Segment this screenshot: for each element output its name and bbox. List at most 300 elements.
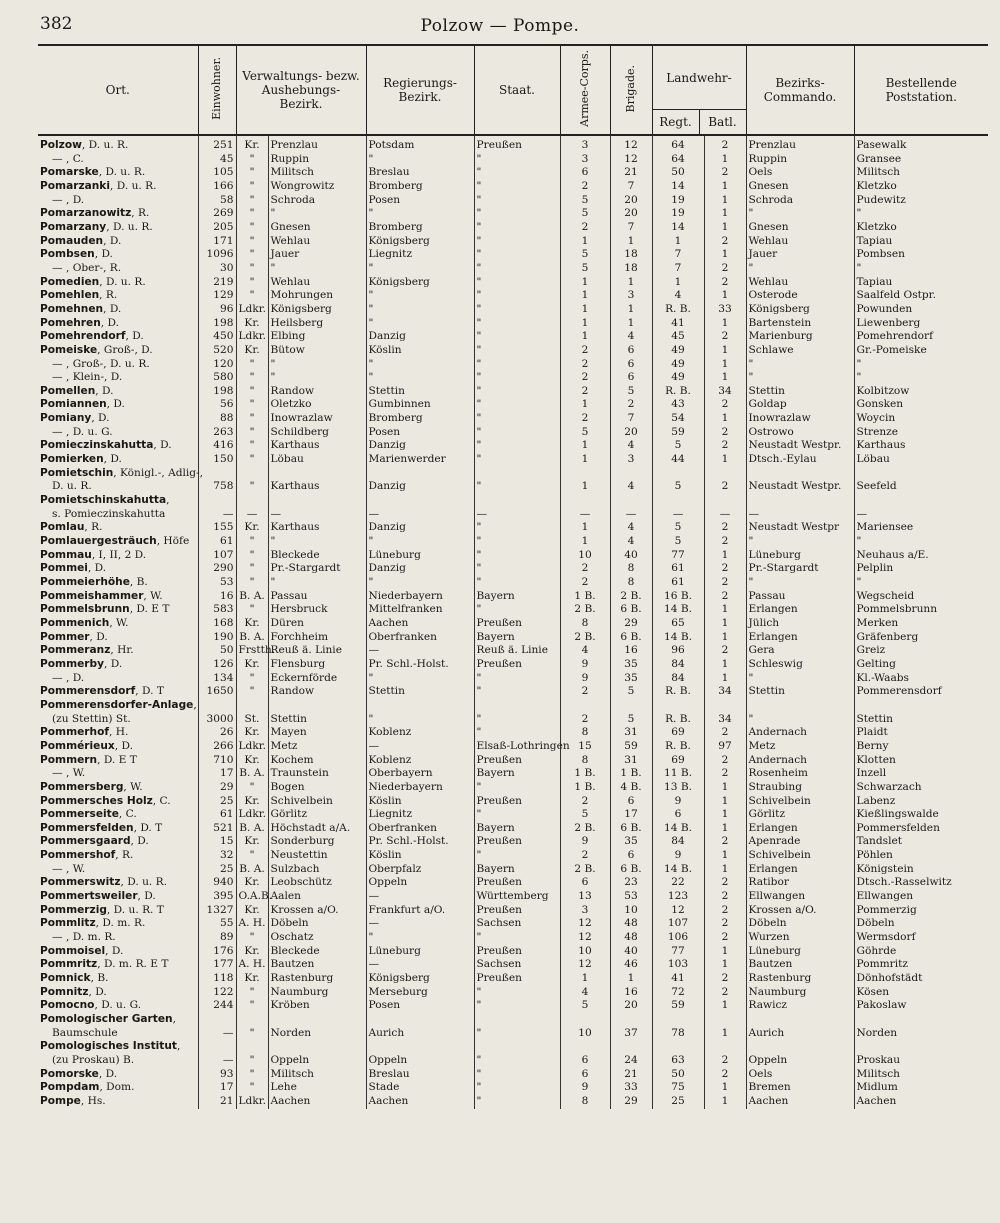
table-row — [38, 317, 988, 331]
bataillon-cell: 2 — [704, 235, 746, 249]
bezirk-type-cell: " — [236, 685, 268, 699]
bezirk-type-cell: St. — [236, 713, 268, 727]
einwohner-cell: 25 — [198, 795, 236, 809]
poststation-cell: Gonsken — [854, 398, 988, 412]
brigade-cell: 7 — [610, 221, 652, 235]
poststation-cell — [854, 1013, 988, 1027]
place-name: Pomietschin — [40, 466, 114, 479]
regierungsbezirk-cell: Königsberg — [366, 235, 474, 249]
place-name: Pomauden — [40, 234, 104, 247]
regiment-cell: 50 — [652, 166, 704, 180]
bataillon-cell: 2 — [704, 576, 746, 590]
verwaltungsbezirk-cell: Gnesen — [268, 221, 366, 235]
verwaltungsbezirk-cell — [268, 1040, 366, 1054]
brigade-cell: 5 — [610, 713, 652, 727]
table-row — [38, 672, 988, 686]
armeecorps-cell: 6 — [560, 1054, 610, 1068]
bezirkscommando-cell: Metz — [746, 740, 854, 754]
brigade-cell: 16 — [610, 986, 652, 1000]
staat-cell: Preußen — [474, 835, 560, 849]
place-detail: , Königl.-, Adlig-, — [113, 466, 204, 479]
armeecorps-cell: 3 — [560, 153, 610, 167]
place-name: Pommeishammer — [40, 589, 144, 602]
header-landwehr — [652, 45, 746, 135]
place-name-cell — [38, 767, 198, 781]
poststation-cell: Saalfeld Ostpr. — [854, 289, 988, 303]
staat-cell — [474, 1013, 560, 1027]
poststation-cell: Kolbitzow — [854, 385, 988, 399]
regiment-cell: 14 B. — [652, 863, 704, 877]
armeecorps-cell: 2 — [560, 795, 610, 809]
armeecorps-cell — [560, 1040, 610, 1054]
place-name-cell — [38, 644, 198, 658]
bataillon-cell: 2 — [704, 726, 746, 740]
bezirkscommando-cell: Andernach — [746, 726, 854, 740]
regierungsbezirk-cell: " — [366, 303, 474, 317]
table-row — [38, 658, 988, 672]
place-detail: , D. — [87, 562, 107, 575]
bataillon-cell: 1 — [704, 248, 746, 262]
staat-cell: Reuß ä. Linie — [474, 644, 560, 658]
regiment-cell: 63 — [652, 1054, 704, 1068]
bezirkscommando-cell: Schivelbein — [746, 795, 854, 809]
place-name-cell — [38, 713, 198, 727]
bezirk-type-cell: Frstth. — [236, 644, 268, 658]
staat-cell — [474, 699, 560, 713]
table-row — [38, 371, 988, 385]
place-detail: , — [176, 1040, 181, 1053]
table-row — [38, 153, 988, 167]
bezirk-type-cell: Kr. — [236, 617, 268, 631]
regiment-cell: 5 — [652, 535, 704, 549]
regierungsbezirk-cell: Danzig — [366, 480, 474, 494]
bataillon-cell: 2 — [704, 562, 746, 576]
brigade-cell: 53 — [610, 890, 652, 904]
place-name: Pommertsweiler — [40, 890, 138, 903]
table-row — [38, 385, 988, 399]
place-name-cell — [38, 958, 198, 972]
place-detail: , D. u. R. T — [106, 903, 164, 916]
staat-cell: " — [474, 180, 560, 194]
armeecorps-cell: 6 — [560, 1068, 610, 1082]
bezirk-type-cell: " — [236, 166, 268, 180]
regiment-cell: 13 B. — [652, 781, 704, 795]
table-row — [38, 221, 988, 235]
regierungsbezirk-cell: Posen — [366, 999, 474, 1013]
place-name: Pomarzanowitz — [40, 207, 132, 220]
bezirkscommando-cell: Jauer — [746, 248, 854, 262]
einwohner-cell: 580 — [198, 371, 236, 385]
place-detail: , D. — [94, 248, 113, 261]
header-brigade: Brigade. — [610, 45, 652, 135]
regiment-cell: 43 — [652, 398, 704, 412]
staat-cell: " — [474, 1054, 560, 1068]
staat-cell: " — [474, 986, 560, 1000]
einwohner-cell: 134 — [198, 672, 236, 686]
bezirk-type-cell: " — [236, 849, 268, 863]
bezirkscommando-cell — [746, 699, 854, 713]
verwaltungsbezirk-cell: Militsch — [268, 1068, 366, 1082]
brigade-cell: 1 — [610, 972, 652, 986]
table-row — [38, 521, 988, 535]
place-name: Pommerseite — [40, 808, 119, 821]
bezirk-type-cell: A. H. — [236, 917, 268, 931]
brigade-cell — [610, 1040, 652, 1054]
bataillon-cell — [704, 494, 746, 508]
place-detail: , R. — [84, 521, 103, 534]
poststation-cell: Berny — [854, 740, 988, 754]
bezirk-type-cell: " — [236, 385, 268, 399]
brigade-cell: 35 — [610, 672, 652, 686]
bezirkscommando-cell: Rawicz — [746, 999, 854, 1013]
bezirkscommando-cell: Passau — [746, 590, 854, 604]
bezirk-type-cell: Ldkr. — [236, 1095, 268, 1109]
verwaltungsbezirk-cell: Heilsberg — [268, 317, 366, 331]
einwohner-cell: 15 — [198, 835, 236, 849]
einwohner-cell: 89 — [198, 931, 236, 945]
einwohner-cell: 61 — [198, 535, 236, 549]
table-row — [38, 822, 988, 836]
bezirk-type-cell: " — [236, 153, 268, 167]
bezirkscommando-cell: Rosenheim — [746, 767, 854, 781]
table-row — [38, 644, 988, 658]
regiment-cell: 5 — [652, 480, 704, 494]
regierungsbezirk-cell: " — [366, 931, 474, 945]
staat-cell: " — [474, 999, 560, 1013]
place-name-cell — [38, 781, 198, 795]
brigade-cell: 4 — [610, 439, 652, 453]
regierungsbezirk-cell: " — [366, 207, 474, 221]
einwohner-cell: 1650 — [198, 685, 236, 699]
place-detail: , B. — [129, 576, 148, 588]
bezirk-type-cell: Kr. — [236, 317, 268, 331]
place-name-cell — [38, 180, 198, 194]
gazetteer-table — [38, 44, 988, 1109]
regiment-cell: 123 — [652, 890, 704, 904]
verwaltungsbezirk-cell: " — [268, 576, 366, 590]
brigade-cell: 48 — [610, 931, 652, 945]
armeecorps-cell: 9 — [560, 1081, 610, 1095]
brigade-cell: 21 — [610, 1068, 652, 1082]
bezirkscommando-cell: Erlangen — [746, 631, 854, 645]
einwohner-cell: — — [198, 508, 236, 522]
bezirkscommando-cell: Oels — [746, 1068, 854, 1082]
place-name: Pomierken — [40, 453, 104, 466]
place-name-cell — [38, 658, 198, 672]
table-row — [38, 1040, 988, 1054]
poststation-cell: Pöhlen — [854, 849, 988, 863]
einwohner-cell: 1096 — [198, 248, 236, 262]
bataillon-cell: 2 — [704, 1054, 746, 1068]
bataillon-cell: 2 — [704, 986, 746, 1000]
poststation-cell: Woycin — [854, 412, 988, 426]
regierungsbezirk-cell: Niederbayern — [366, 590, 474, 604]
bezirkscommando-cell: Bartenstein — [746, 317, 854, 331]
regiment-cell — [652, 467, 704, 481]
place-detail: , D. E T — [97, 753, 137, 766]
table-row — [38, 166, 988, 180]
verwaltungsbezirk-cell: Oletzko — [268, 398, 366, 412]
armeecorps-cell: 3 — [560, 135, 610, 153]
place-name-cell — [38, 248, 198, 262]
place-name-cell — [38, 1054, 198, 1068]
armeecorps-cell: 1 — [560, 453, 610, 467]
regiment-cell: 41 — [652, 317, 704, 331]
armeecorps-cell: 5 — [560, 808, 610, 822]
bataillon-cell: 2 — [704, 439, 746, 453]
einwohner-cell: 395 — [198, 890, 236, 904]
bezirk-type-cell: " — [236, 999, 268, 1013]
brigade-cell: 46 — [610, 958, 652, 972]
regierungsbezirk-cell: — — [366, 644, 474, 658]
staat-cell: " — [474, 576, 560, 590]
staat-cell: Preußen — [474, 972, 560, 986]
table-row — [38, 713, 988, 727]
bezirkscommando-cell: " — [746, 262, 854, 276]
bataillon-cell: 33 — [704, 303, 746, 317]
bezirk-type-cell: " — [236, 412, 268, 426]
bezirkscommando-cell: Lüneburg — [746, 945, 854, 959]
verwaltungsbezirk-cell: Königsberg — [268, 303, 366, 317]
place-detail: , D. — [153, 439, 172, 452]
regierungsbezirk-cell: Stettin — [366, 685, 474, 699]
place-name-cell — [38, 876, 198, 890]
armeecorps-cell — [560, 494, 610, 508]
table-row — [38, 986, 988, 1000]
place-name-cell — [38, 535, 198, 549]
brigade-cell — [610, 699, 652, 713]
place-name-cell — [38, 754, 198, 768]
bataillon-cell — [704, 467, 746, 481]
bataillon-cell: 1 — [704, 672, 746, 686]
regierungsbezirk-cell: Merseburg — [366, 986, 474, 1000]
verwaltungsbezirk-cell: Bautzen — [268, 958, 366, 972]
bezirk-type-cell: Kr. — [236, 945, 268, 959]
einwohner-cell: 126 — [198, 658, 236, 672]
regierungsbezirk-cell: — — [366, 740, 474, 754]
einwohner-cell: 118 — [198, 972, 236, 986]
brigade-cell: 18 — [610, 248, 652, 262]
brigade-cell: 24 — [610, 1054, 652, 1068]
brigade-cell: 18 — [610, 262, 652, 276]
table-row — [38, 180, 988, 194]
place-detail: , D. — [103, 453, 122, 466]
table-row — [38, 917, 988, 931]
verwaltungsbezirk-cell: Neustettin — [268, 849, 366, 863]
regierungsbezirk-cell: Königsberg — [366, 972, 474, 986]
verwaltungsbezirk-cell: " — [268, 207, 366, 221]
bataillon-cell: 1 — [704, 658, 746, 672]
einwohner-cell: 520 — [198, 344, 236, 358]
regiment-cell: 5 — [652, 439, 704, 453]
verwaltungsbezirk-cell: Stettin — [268, 713, 366, 727]
regiment-cell: 65 — [652, 617, 704, 631]
staat-cell: " — [474, 1081, 560, 1095]
armeecorps-cell: 1 B. — [560, 767, 610, 781]
armeecorps-cell: 9 — [560, 835, 610, 849]
place-name: Pommersfelden — [40, 821, 134, 834]
regiment-cell: 107 — [652, 917, 704, 931]
place-name-cell — [38, 289, 198, 303]
verwaltungsbezirk-cell: Passau — [268, 590, 366, 604]
regiment-cell — [652, 1040, 704, 1054]
place-detail: , D. — [100, 316, 119, 329]
armeecorps-cell: — — [560, 508, 610, 522]
place-name-cell — [38, 426, 198, 440]
bataillon-cell: 2 — [704, 276, 746, 290]
einwohner-cell: 177 — [198, 958, 236, 972]
regierungsbezirk-cell: Posen — [366, 426, 474, 440]
bezirk-type-cell: Kr. — [236, 754, 268, 768]
staat-cell: " — [474, 235, 560, 249]
place-name: Pommerensdorf — [40, 685, 136, 698]
poststation-cell: Gelting — [854, 658, 988, 672]
place-detail: , D. — [91, 412, 110, 425]
place-name-cell — [38, 1013, 198, 1027]
bataillon-cell: 1 — [704, 412, 746, 426]
armeecorps-cell: 1 — [560, 235, 610, 249]
bezirkscommando-cell: Osterode — [746, 289, 854, 303]
place-detail: — , D. — [52, 671, 85, 684]
verwaltungsbezirk-cell: Aalen — [268, 890, 366, 904]
regierungsbezirk-cell: Marienwerder — [366, 453, 474, 467]
poststation-cell: Wegscheid — [854, 590, 988, 604]
place-name-cell — [38, 439, 198, 453]
regiment-cell: 69 — [652, 754, 704, 768]
bezirkscommando-cell: Ratibor — [746, 876, 854, 890]
bezirk-type-cell: B. A. — [236, 863, 268, 877]
place-name-cell — [38, 603, 198, 617]
place-detail: , D. u. R. — [81, 139, 129, 151]
armeecorps-cell: 4 — [560, 644, 610, 658]
table-row — [38, 904, 988, 918]
place-name: Pomiannen — [40, 398, 107, 411]
armeecorps-cell: 1 — [560, 289, 610, 303]
armeecorps-cell — [560, 699, 610, 713]
place-detail: , D. u. R. — [106, 220, 153, 233]
bezirkscommando-cell: " — [746, 358, 854, 372]
armeecorps-cell: 2 — [560, 713, 610, 727]
bezirkscommando-cell: Prenzlau — [746, 135, 854, 153]
brigade-cell: 1 — [610, 276, 652, 290]
regierungsbezirk-cell: " — [366, 153, 474, 167]
table-row — [38, 576, 988, 590]
bezirkscommando-cell: Gera — [746, 644, 854, 658]
armeecorps-cell: 5 — [560, 248, 610, 262]
bezirk-type-cell: Kr. — [236, 726, 268, 740]
einwohner-cell: 58 — [198, 194, 236, 208]
place-name: Pommerhof — [40, 726, 109, 739]
bezirk-type-cell: " — [236, 1054, 268, 1068]
verwaltungsbezirk-cell: Karthaus — [268, 439, 366, 453]
regiment-cell: 54 — [652, 412, 704, 426]
armeecorps-cell: 5 — [560, 207, 610, 221]
regierungsbezirk-cell: Stade — [366, 1081, 474, 1095]
armeecorps-cell: 6 — [560, 876, 610, 890]
verwaltungsbezirk-cell: Pr.-Stargardt — [268, 562, 366, 576]
place-detail: , Hs. — [80, 1094, 106, 1107]
einwohner-cell: 17 — [198, 767, 236, 781]
place-detail: Baumschule — [52, 1026, 118, 1039]
bezirkscommando-cell: Schlawe — [746, 344, 854, 358]
place-name-cell — [38, 135, 198, 153]
place-name-cell — [38, 576, 198, 590]
place-detail: , D. u. R. — [99, 275, 146, 288]
bezirk-type-cell: A. H. — [236, 958, 268, 972]
bezirkscommando-cell: Neustadt Westpr. — [746, 480, 854, 494]
table-row — [38, 603, 988, 617]
verwaltungsbezirk-cell: Löbau — [268, 453, 366, 467]
bataillon-cell: 1 — [704, 221, 746, 235]
table-row — [38, 562, 988, 576]
armeecorps-cell: 1 — [560, 535, 610, 549]
bezirkscommando-cell: Wurzen — [746, 931, 854, 945]
regierungsbezirk-cell: Danzig — [366, 330, 474, 344]
place-detail: , B. — [90, 972, 109, 985]
place-name: Pomietschinskahutta — [40, 494, 167, 507]
bezirk-type-cell: " — [236, 221, 268, 235]
regierungsbezirk-cell: Frankfurt a/O. — [366, 904, 474, 918]
table-row — [38, 235, 988, 249]
brigade-cell: 6 B. — [610, 631, 652, 645]
staat-cell: Bayern — [474, 631, 560, 645]
bezirkscommando-cell — [746, 467, 854, 481]
armeecorps-cell: 2 — [560, 576, 610, 590]
place-detail: , D. — [88, 985, 107, 998]
bezirk-type-cell — [236, 494, 268, 508]
place-name-cell — [38, 890, 198, 904]
bataillon-cell: 1 — [704, 453, 746, 467]
place-name-cell — [38, 1027, 198, 1041]
regiment-cell: 1 — [652, 235, 704, 249]
verwaltungsbezirk-cell: Norden — [268, 1027, 366, 1041]
place-detail: , Dom. — [99, 1081, 135, 1094]
place-name: Pomarske — [40, 166, 99, 179]
poststation-cell: Pommritz — [854, 958, 988, 972]
bezirk-type-cell: O.A.B. — [236, 890, 268, 904]
staat-cell: " — [474, 221, 560, 235]
einwohner-cell: 32 — [198, 849, 236, 863]
place-name: Pommeierhöhe — [40, 576, 130, 588]
place-name: Pomellen — [40, 384, 96, 397]
bezirkscommando-cell — [746, 1040, 854, 1054]
place-name-cell — [38, 194, 198, 208]
bataillon-cell: 1 — [704, 863, 746, 877]
place-name-cell — [38, 453, 198, 467]
bezirk-type-cell: Kr. — [236, 521, 268, 535]
armeecorps-cell — [560, 467, 610, 481]
armeecorps-cell: 1 — [560, 480, 610, 494]
bezirk-type-cell: " — [236, 781, 268, 795]
verwaltungsbezirk-cell: Ruppin — [268, 153, 366, 167]
staat-cell: Sachsen — [474, 917, 560, 931]
brigade-cell: 16 — [610, 644, 652, 658]
poststation-cell: Gr.-Pomeiske — [854, 344, 988, 358]
bezirkscommando-cell: Oppeln — [746, 1054, 854, 1068]
brigade-cell: 2 B. — [610, 590, 652, 604]
einwohner-cell: 21 — [198, 1095, 236, 1109]
regierungsbezirk-cell: Oppeln — [366, 876, 474, 890]
brigade-cell: 40 — [610, 945, 652, 959]
table-row — [38, 262, 988, 276]
brigade-cell — [610, 1013, 652, 1027]
regiment-cell — [652, 1013, 704, 1027]
einwohner-cell — [198, 494, 236, 508]
brigade-cell: 1 — [610, 303, 652, 317]
place-name-cell — [38, 699, 198, 713]
bezirk-type-cell: " — [236, 672, 268, 686]
einwohner-cell: 521 — [198, 822, 236, 836]
